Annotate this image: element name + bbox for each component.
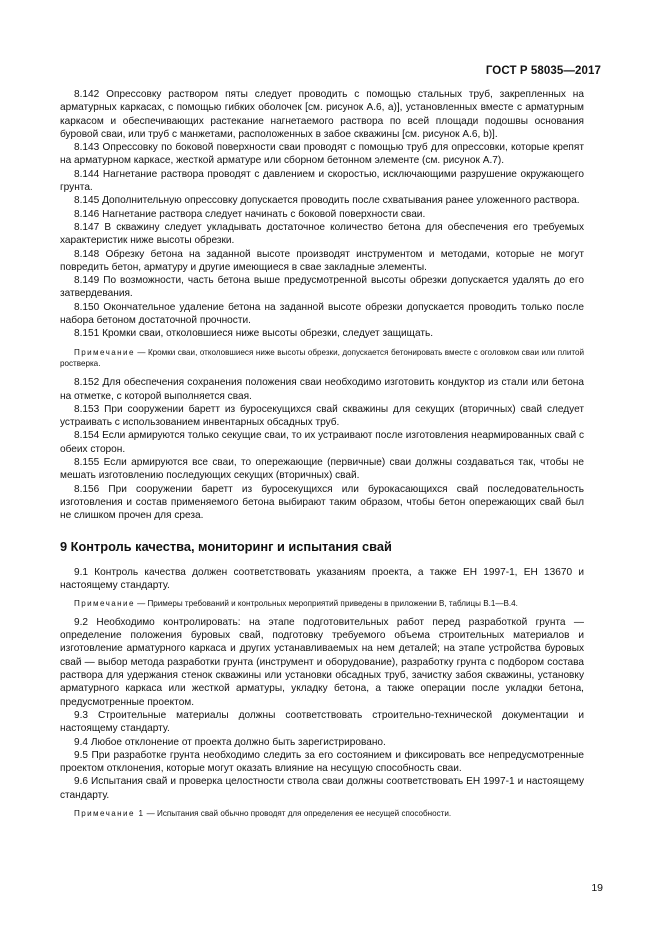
clause-8-143: 8.143 Опрессовку по боковой поверхности сваи проводят с помощью труб для опрессовки, которые крепят на арматурном каркасе, жесткой арматуре или сборном бетонном элементе (см. рисунок А.7).: [60, 142, 584, 167]
clause-8-144: 8.144 Нагнетание раствора проводят с давлением и скоростью, исключающими разрушение окружающего грунта.: [60, 168, 584, 194]
clause-9-1: 9.1 Контроль качества должен соответствовать указаниям проекта, а также ЕН 1997-1, ЕН 13670 и настоящему стандарту.: [60, 566, 584, 591]
clause-8-156: 8.156 При сооружении баретт из буросекущихся или бурокасающихся свай последовательность изготовления и состав применяемого бетона выбирают таким образом, чтобы бетон опережающих свай был не слишком прочен для среза.: [60, 483, 584, 522]
clause-list-8b: [60, 376, 584, 522]
clause-list-8a: [60, 88, 584, 341]
clause-9-3: 9.3 Строительные материалы должны соответствовать строительно-технической документации и настоящему стандарту.: [60, 709, 584, 735]
clause-8-145: 8.145 Дополнительную опрессовку допускается проводить после схватывания ранее уложенного раствора.: [74, 195, 580, 207]
clause-8-155: 8.155 Если армируются все сваи, то опережающие (первичные) сваи должны создаваться так, чтобы не мешать изготовлению последующих секущих (вторичных) свай.: [60, 457, 584, 482]
note-label: Примечание: [74, 347, 135, 357]
clause-9-5: 9.5 При разработке грунта необходимо следить за его состоянием и фиксировать все непредусмотренные проектом отклонения, которые могут оказать влияние на несущую способность сваи.: [60, 749, 584, 775]
clause-9-4: 9.4 Любое отклонение от проекта должно быть зарегистрировано.: [74, 736, 386, 748]
clause-8-142: 8.142 Опрессовку раствором пяты следует проводить с помощью стальных труб, закрепленных на арматурных каркасах, с помощью гибких оболочек [см. рисунок А.6, а)], установленных вместе с арматурным каркасом и обеспечивающих растекание нагнетаемого раствора по всей площади подошвы основания буровой сваи, или труб с манжетами, расположенных в забое скважины [см. рисунок А.6, b)].: [60, 89, 584, 140]
clause-8-152: 8.152 Для обеспечения сохранения положения сваи необходимо изготовить кондуктор из стали или бетона на отметке, с которой выполняется свая.: [60, 377, 584, 402]
clause-9-6: 9.6 Испытания свай и проверка целостности ствола сваи должны соответствовать ЕН 1997-1 и настоящему стандарту.: [60, 776, 584, 801]
clause-8-146: 8.146 Нагнетание раствора следует начинать с боковой поверхности сваи.: [74, 208, 426, 220]
section-9-heading: 9 Контроль качества, мониторинг и испытания свай: [60, 538, 392, 554]
note-text: — Испытания свай обычно проводят для определения ее несущей способности.: [144, 809, 452, 819]
clause-8-150: 8.150 Окончательное удаление бетона на заданной высоте обрезки допускается проводить только после набора бетоном достаточной прочности.: [60, 301, 584, 327]
page-content: [60, 88, 584, 826]
clause-8-154: 8.154 Если армируются только секущие сваи, то их устраивают после изготовления неармированных свай с обеих сторон.: [60, 430, 584, 455]
document-number: ГОСТ Р 58035—2017: [485, 65, 601, 77]
note-label: Примечание: [74, 599, 135, 609]
page-number: 19: [591, 882, 603, 894]
note-9-6: [60, 808, 584, 820]
note-9-1: [60, 598, 584, 610]
clause-8-153: 8.153 При сооружении баретт из буросекущихся свай скважины для секущих (вторичных) свай следует устраивать с использованием инвентарных обсадных труб.: [60, 403, 584, 429]
clause-8-147: 8.147 В скважину следует укладывать достаточное количество бетона для обеспечения его требуемых характеристик ниже высоты обрезки.: [60, 221, 584, 247]
clause-8-151: 8.151 Кромки сваи, отколовшиеся ниже высоты обрезки, следует защищать.: [74, 328, 434, 340]
note-text: — Примеры требований и контрольных мероприятий приведены в приложении В, таблицы В.1—В.4.: [134, 599, 518, 609]
note-label: Примечание 1: [74, 809, 145, 819]
clause-8-149: 8.149 По возможности, часть бетона выше предусмотренной высоты обрезки допускается удалять до его затвердевания.: [60, 275, 584, 300]
clause-list-9: [60, 616, 584, 802]
clause-9-2: 9.2 Необходимо контролировать: на этапе подготовительных работ перед разработкой грунта — определение положения буровых свай, подготовку требуемого объема строительных материалов и изготовление арматурного каркаса и других устанавливаемых на нем деталей; на этапе устройства буровых свай — выбор метода разработки грунта (инструмент и оборудование), разработку грунта с подбором состава раствора для удержания стенок скважины или установки обсадных труб, зачистку забоя скважины, установку арматурного каркаса или жесткой арматуры, укладку бетона, а также операции после укладки бетона, предусмотренные проектом.: [60, 616, 584, 708]
clause-8-148: 8.148 Обрезку бетона на заданной высоте производят инструментом и методами, которые не могут повредить бетон, арматуру и другие имеющиеся в свае закладные элементы.: [60, 248, 584, 273]
note-8-151: [60, 347, 584, 371]
note-text: — Кромки сваи, отколовшиеся ниже высоты обрезки, допускается бетонировать вместе с оголовком сваи или плитой ростверка.: [60, 347, 584, 369]
